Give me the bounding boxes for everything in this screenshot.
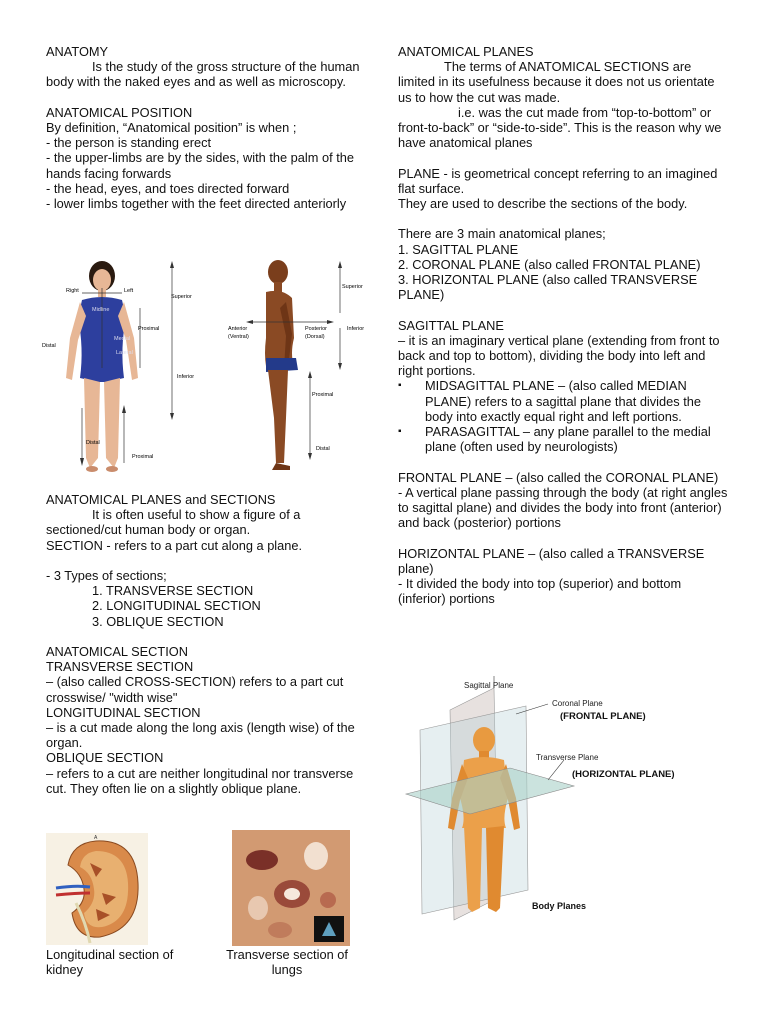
label-right: Right	[66, 288, 79, 294]
label-ventral: (Ventral)	[228, 334, 249, 340]
oblique-section-text: – refers to a cut are neither longitudinal nor transverse cut. They often lie on a slightly oblique plane.	[46, 765, 354, 796]
label-left: Left	[124, 288, 134, 294]
position-item: - the upper-limbs are by the sides, with the palm of the hands facing forwards	[46, 150, 354, 181]
type-item: 1. TRANSVERSE SECTION	[92, 583, 254, 599]
left-column	[46, 44, 372, 211]
oblique-section-title: OBLIQUE SECTION	[46, 750, 164, 766]
label-medial: Medial	[114, 336, 131, 342]
label-horizontal-plane: (HORIZONTAL PLANE)	[572, 769, 675, 780]
label-inferior-1: Inferior	[177, 374, 195, 380]
frontal-plane-title: FRONTAL PLANE – (also called the CORONAL PLANE)	[398, 469, 719, 485]
right-column	[398, 44, 728, 606]
anatomical-position-illustration	[40, 258, 370, 480]
transverse-section-title: TRANSVERSE SECTION	[46, 659, 194, 675]
anatomical-position-figure	[40, 258, 370, 480]
anatomy-definition: Is the study of the gross structure of the human body with the naked eyes and as well as microscopy.	[46, 59, 360, 90]
main-plane-item: 1. SAGITTAL PLANE	[398, 241, 519, 257]
sagittal-bullet: ▪ PARASAGITTAL – any plane parallel to the medial plane (often used by neurologists)	[398, 424, 728, 454]
planes-sections-text: It is often useful to show a figure of a sectioned/cut human body or organ.	[46, 507, 301, 538]
sagittal-bullet: ▪ MIDSAGITTAL PLANE – (also called MEDIAN PLANE) refers to a sagittal plane that divides the body into exactly equal right and left portions.	[398, 378, 728, 424]
sagittal-plane-text: – it is an imaginary vertical plane (extending from front to back and top to bottom), dividing the body into left and right portions.	[398, 332, 720, 379]
kidney-caption: Longitudinal section of kidney	[46, 947, 174, 978]
left-column-lower	[46, 492, 372, 796]
label-lateral: Lateral	[116, 350, 133, 356]
longitudinal-section-title: LONGITUDINAL SECTION	[46, 704, 201, 720]
planes-sections-title: ANATOMICAL PLANES and SECTIONS	[46, 492, 276, 507]
anatomical-planes-text-2: i.e. was the cut made from “top-to-bottom” or front-to-back” or “side-to-side”. This is the reason why we have anatomical planes	[398, 104, 722, 151]
longitudinal-section-text: – is a cut made along the long axis (length wise) of the organ.	[46, 720, 355, 751]
label-frontal-plane: (FRONTAL PLANE)	[560, 711, 646, 722]
lungs-caption: Transverse section of lungs	[226, 947, 348, 978]
label-coronal-plane: Coronal Plane	[552, 699, 603, 708]
horizontal-plane-text: - It divided the body into top (superior) and bottom (inferior) portions	[398, 576, 682, 607]
label-distal-lower: Distal	[86, 440, 100, 446]
horizontal-plane-title: HORIZONTAL PLANE – (also called a TRANSVERSE plane)	[398, 545, 705, 576]
types-intro: - 3 Types of sections;	[46, 568, 167, 583]
label-proximal-male: Proximal	[312, 392, 334, 398]
sagittal-plane-title: SAGITTAL PLANE	[398, 317, 504, 333]
label-midline: Midline	[92, 307, 110, 313]
label-sagittal-plane: Sagittal Plane	[464, 681, 514, 690]
body-planes-caption: Body Planes	[532, 901, 587, 911]
plane-definition-1: PLANE - is geometrical concept referring to an imagined flat surface.	[398, 165, 718, 196]
lungs-figure	[232, 830, 350, 946]
transverse-section-text: – (also called CROSS-SECTION) refers to a part cut crosswise/ "width wise"	[46, 674, 344, 705]
label-transverse-plane: Transverse Plane	[536, 753, 599, 762]
svg-text:A: A	[94, 835, 98, 841]
label-proximal-upper: Proximal	[138, 326, 160, 332]
label-posterior: Posterior	[305, 326, 328, 332]
plane-definition-2: They are used to describe the sections of the body.	[398, 196, 688, 212]
type-item: 2. LONGITUDINAL SECTION	[92, 598, 261, 614]
type-item: 3. OBLIQUE SECTION	[92, 613, 224, 629]
anatomical-planes-text-1: The terms of ANATOMICAL SECTIONS are limited in its usefulness because it does not us orientate us to how the cut was made.	[398, 59, 715, 105]
kidney-figure	[46, 833, 148, 945]
anatomical-section-title: ANATOMICAL SECTION	[46, 644, 188, 659]
main-plane-item: 2. CORONAL PLANE (also called FRONTAL PLANE)	[398, 256, 701, 272]
kidney-illustration	[46, 833, 148, 945]
anatomy-title: ANATOMY	[46, 44, 109, 59]
frontal-plane-text: - A vertical plane passing through the body (at right angles to sagittal plane) and divides the body into front (anterior) and back (posterior) portions	[398, 484, 728, 531]
position-item: - the person is standing erect	[46, 135, 212, 151]
label-distal-left: Distal	[42, 343, 56, 349]
label-superior-1: Superior	[171, 294, 192, 300]
label-proximal-lower: Proximal	[132, 454, 154, 460]
anatomical-position-title: ANATOMICAL POSITION	[46, 104, 193, 120]
anatomical-planes-title: ANATOMICAL PLANES	[398, 44, 534, 59]
body-planes-figure	[398, 668, 728, 926]
sagittal-bullet-list	[398, 378, 728, 454]
main-planes-intro: There are 3 main anatomical planes;	[398, 226, 606, 242]
label-dorsal: (Dorsal)	[305, 334, 325, 340]
label-inferior-2: Inferior	[347, 326, 365, 332]
label-superior-2: Superior	[342, 284, 363, 290]
label-anterior: Anterior	[228, 326, 248, 332]
position-item: - the head, eyes, and toes directed forward	[46, 180, 290, 196]
lungs-illustration	[232, 830, 350, 946]
label-distal-male: Distal	[316, 446, 330, 452]
male-profile-figure	[265, 260, 298, 470]
anatomical-position-intro: By definition, “Anatomical position” is when ;	[46, 120, 297, 135]
main-plane-item: 3. HORIZONTAL PLANE (also called TRANSVERSE PLANE)	[398, 272, 698, 303]
section-definition: SECTION - refers to a part cut along a plane.	[46, 537, 303, 553]
body-planes-illustration	[398, 668, 728, 926]
position-item: - lower limbs together with the feet directed anteriorly	[46, 196, 347, 212]
